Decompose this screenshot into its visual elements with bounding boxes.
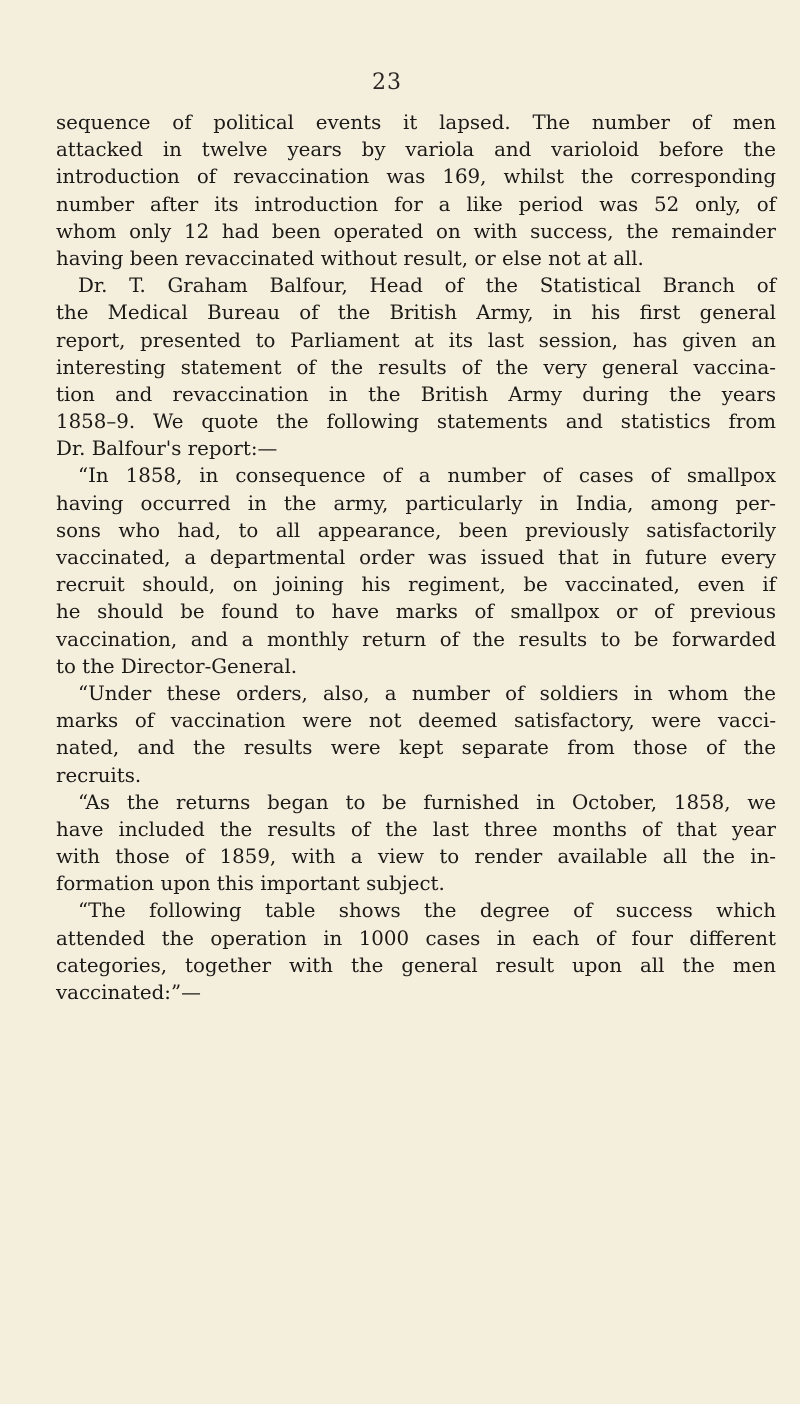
text-line: “The following table shows the degree of success which (78, 899, 776, 923)
text-line: vaccinated:”— (56, 981, 201, 1004)
text-line: “In 1858, in consequence of a number of cases of smallpox (78, 464, 776, 488)
text-line: “Under these orders, also, a number of soldiers in whom the (78, 681, 776, 705)
text-line: marks of vaccination were not deemed satisfactory, were vacci- (56, 709, 776, 733)
text-line: vaccination, and a monthly return of the results to be forwarded (56, 627, 776, 651)
body-text (56, 109, 776, 1006)
text-line: nated, and the results were kept separate from those of the (56, 736, 776, 760)
text-line: categories, together with the general result upon all the men (56, 953, 776, 977)
text-line: 1858–9. We quote the following statements and statistics from (56, 410, 776, 434)
text-line: sequence of political events it lapsed. The number of men (56, 111, 776, 134)
text-line: the Medical Bureau of the British Army, in his first general (56, 301, 776, 325)
text-line: recruits. (56, 763, 142, 787)
text-line: with those of 1859, with a view to render available all the in- (56, 845, 776, 869)
text-line: interesting statement of the results of the very general vaccina- (56, 355, 776, 379)
text-line: Dr. Balfour's report:— (56, 437, 278, 461)
text-line: formation upon this important subject. (56, 872, 445, 896)
text-line: having occurred in the army, particularly in India, among per- (56, 491, 776, 515)
text-line: number after its introduction for a like period was 52 only, of (56, 192, 776, 216)
text-line: report, presented to Parliament at its last session, has given an (56, 328, 776, 352)
text-line: he should be found to have marks of smallpox or of previous (56, 600, 776, 624)
text-line: “As the returns began to be furnished in October, 1858, we (78, 790, 776, 814)
text-line: to the Director-General. (56, 654, 298, 678)
text-line: attacked in twelve years by variola and varioloid before the (56, 138, 776, 162)
text-line: tion and revaccination in the British Army during the years (56, 382, 776, 406)
text-line: whom only 12 had been operated on with success, the remainder (56, 219, 776, 243)
text-line: introduction of revaccination was 169, whilst the corresponding (56, 165, 776, 189)
text-line: Dr. T. Graham Balfour, Head of the Statistical Branch of (78, 274, 776, 298)
text-line: recruit should, on joining his regiment, be vaccinated, even if (56, 573, 776, 597)
text-line: having been revaccinated without result, or else not at all. (56, 246, 644, 270)
text-line: vaccinated, a departmental order was issued that in future every (56, 546, 776, 569)
text-line: sons who had, to all appearance, been previously satisfactorily (56, 518, 776, 542)
page-number: 23 (372, 70, 402, 95)
text-line: have included the results of the last three months of that year (56, 817, 776, 841)
text-line: attended the operation in 1000 cases in each of four different (56, 926, 776, 950)
